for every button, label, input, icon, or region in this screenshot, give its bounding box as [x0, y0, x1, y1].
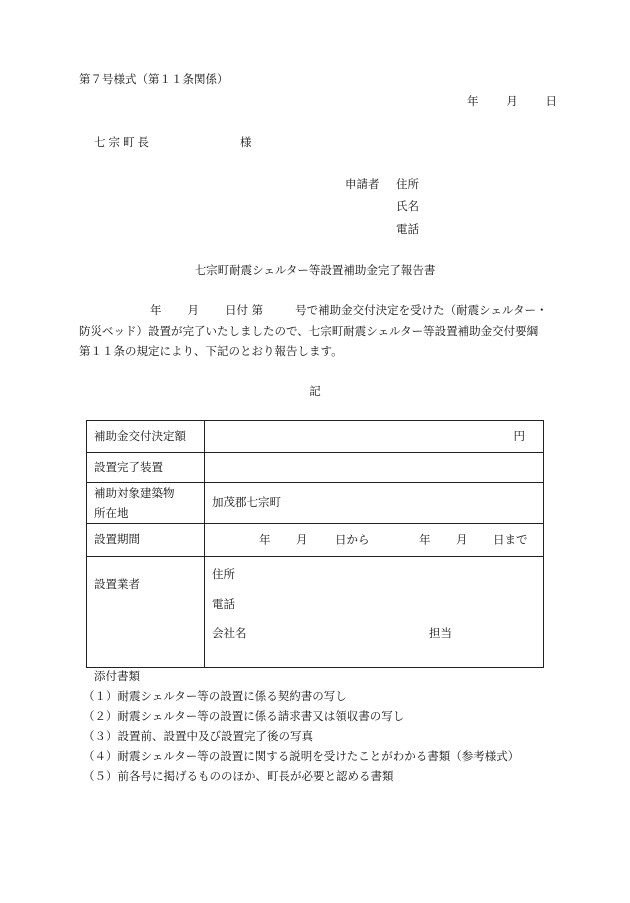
installed-device-label: 設置完了装置: [87, 453, 205, 483]
building-location-label-line1: 補助対象建築物: [94, 486, 175, 500]
table-row: [87, 524, 544, 557]
table-row: [87, 453, 544, 483]
period-start-month: 月: [296, 532, 308, 547]
attachment-item: （２）耐震シェルター等の設置に係る請求書又は領収書の写し: [83, 709, 405, 723]
applicant-address-label: 住所: [396, 177, 419, 191]
body-line-1-rest: 号で補助金交付決定を受けた（耐震シェルター・: [295, 303, 548, 317]
yen-unit: 円: [513, 428, 525, 443]
building-location-label: [87, 483, 205, 524]
body-line-1: [150, 305, 547, 317]
contractor-phone-label: 電話: [212, 597, 235, 611]
contractor-field[interactable]: [205, 557, 544, 668]
table-row: [87, 557, 544, 668]
applicant-label: 申請者: [345, 177, 380, 191]
date-year-label: 年: [467, 94, 479, 108]
attachment-item: （１）耐震シェルター等の設置に係る契約書の写し: [83, 689, 347, 703]
date-line: [467, 96, 557, 108]
install-period-field[interactable]: [205, 524, 544, 557]
document-title: 七宗町耐震シェルター等設置補助金完了報告書: [194, 263, 436, 277]
period-start-day: 日から: [335, 532, 370, 547]
contractor-label: 設置業者: [87, 557, 205, 668]
body-month: 月: [187, 303, 199, 317]
table-row: [87, 421, 544, 453]
install-period-label: 設置期間: [87, 524, 205, 557]
period-start-year: 年: [259, 532, 271, 547]
subsidy-amount-label: 補助金交付決定額: [87, 421, 205, 453]
body-year: 年: [150, 303, 162, 317]
table-row: [87, 483, 544, 524]
attachments-heading: 添付書類: [94, 669, 140, 683]
body-day-issue: 日付 第: [225, 303, 264, 317]
contractor-contact-label: 担当: [429, 626, 452, 640]
period-end-month: 月: [456, 532, 468, 547]
building-location-field[interactable]: 加茂郡七宗町: [205, 483, 544, 524]
subsidy-amount-field[interactable]: [205, 421, 544, 453]
applicant-phone-label: 電話: [396, 222, 419, 236]
addressee-mayor: 七宗町長: [94, 135, 152, 149]
body-line-2: 防災ベッド）設置が完了いたしましたので、七宗町耐震シェルター等設置補助金交付要綱: [79, 324, 539, 338]
date-day-label: 日: [545, 94, 557, 108]
report-table: [86, 420, 544, 668]
attachment-item: （４）耐震シェルター等の設置に関する説明を受けたことがわかる書類（参考様式）: [83, 749, 520, 763]
contractor-company-label: 会社名: [212, 626, 247, 640]
applicant-name-label: 氏名: [396, 199, 419, 213]
building-location-label-line2: 所在地: [94, 506, 129, 520]
attachment-item: （３）設置前、設置中及び設置完了後の写真: [83, 729, 313, 743]
body-line-3: 第１１条の規定により、下記のとおり報告します。: [79, 344, 343, 358]
form-number: 第７号様式（第１１条関係）: [79, 72, 229, 86]
date-month-label: 月: [506, 94, 518, 108]
addressee-honorific: 様: [240, 135, 252, 149]
ki-heading: 記: [309, 384, 321, 398]
period-end-day: 日まで: [493, 532, 528, 547]
installed-device-field[interactable]: [205, 453, 544, 483]
period-end-year: 年: [419, 532, 431, 547]
contractor-address-label: 住所: [212, 567, 235, 581]
attachment-item: （５）前各号に掲げるもののほか、町長が必要と認める書類: [83, 769, 394, 783]
